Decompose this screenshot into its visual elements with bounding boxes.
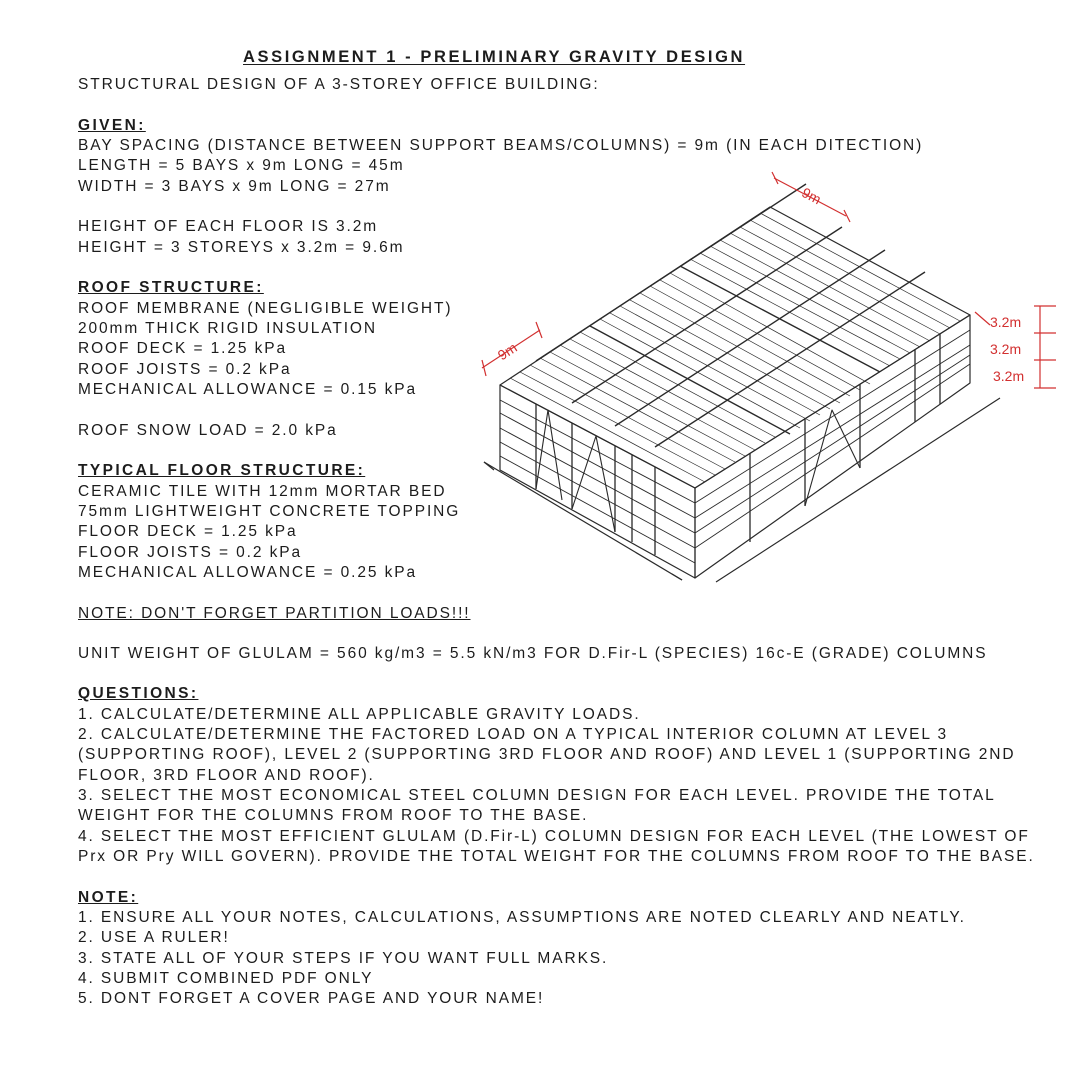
- floor-line: FLOOR JOISTS = 0.2 kPa: [78, 544, 302, 561]
- question-item: 1. CALCULATE/DETERMINE ALL APPLICABLE GRAVITY LOADS.: [78, 706, 641, 723]
- side-face-bracing: [805, 410, 860, 506]
- floor-line: CERAMIC TILE WITH 12mm MORTAR BED: [78, 483, 447, 500]
- roof-line: MECHANICAL ALLOWANCE = 0.15 kPa: [78, 381, 418, 398]
- question-item: 4. SELECT THE MOST EFFICIENT GLULAM (D.Fir-L) COLUMN DESIGN FOR EACH LEVEL (THE LOWEST OF Prx OR Pry WILL GOVERN). PROVIDE THE TOTAL WEIGHT FOR THE COLUMNS FROM ROOF TO THE BASE.: [78, 828, 1035, 866]
- floor-line: 75mm LIGHTWEIGHT CONCRETE TOPPING: [78, 503, 461, 520]
- front-face-bracing: [536, 410, 615, 532]
- glulam-unit-weight: UNIT WEIGHT OF GLULAM = 560 kg/m3 = 5.5 kN/m3 FOR D.Fir-L (SPECIES) 16c-E (GRADE) COLUMNS: [78, 645, 988, 662]
- note-item: 3. STATE ALL OF YOUR STEPS IF YOU WANT FULL MARKS.: [78, 950, 609, 967]
- storey-height-dimension: 3.2m: [990, 314, 1022, 330]
- given-line: HEIGHT OF EACH FLOOR IS 3.2m: [78, 218, 379, 235]
- bay-dimension-top: 9m: [799, 184, 824, 208]
- storey-height-dimension: 3.2m: [993, 368, 1025, 384]
- partition-note: NOTE: DON'T FORGET PARTITION LOADS!!!: [78, 605, 471, 622]
- subtitle: STRUCTURAL DESIGN OF A 3-STOREY OFFICE BUILDING:: [78, 76, 600, 93]
- question-item: 2. CALCULATE/DETERMINE THE FACTORED LOAD ON A TYPICAL INTERIOR COLUMN AT LEVEL 3 (SUPPORTING ROOF), LEVEL 2 (SUPPORTING 3RD FLOOR AND ROOF) AND LEVEL 1 (SUPPORTING 2ND FLOOR, 3RD FLOOR AND ROOF).: [78, 726, 1016, 784]
- roof-line: 200mm THICK RIGID INSULATION: [78, 320, 377, 337]
- bay-dimension-left: 9m: [494, 339, 520, 364]
- given-line: LENGTH = 5 BAYS x 9m LONG = 45m: [78, 157, 405, 174]
- roof-line: ROOF MEMBRANE (NEGLIGIBLE WEIGHT): [78, 300, 453, 317]
- page-title: ASSIGNMENT 1 - PRELIMINARY GRAVITY DESIGN: [243, 48, 746, 66]
- storey-height-dimension: 3.2m: [990, 341, 1022, 357]
- floor-line: MECHANICAL ALLOWANCE = 0.25 kPa: [78, 564, 418, 581]
- note-item: 4. SUBMIT COMBINED PDF ONLY: [78, 970, 374, 987]
- given-line: HEIGHT = 3 STOREYS x 3.2m = 9.6m: [78, 239, 405, 256]
- question-item: 3. SELECT THE MOST ECONOMICAL STEEL COLUMN DESIGN FOR EACH LEVEL. PROVIDE THE TOTAL WEIGHT FOR THE COLUMNS FROM ROOF TO THE BASE.: [78, 787, 996, 825]
- side-face-floors: [695, 330, 970, 548]
- roof-snow-load: ROOF SNOW LOAD = 2.0 kPa: [78, 422, 338, 439]
- given-heading: GIVEN:: [78, 117, 146, 134]
- roof-line: ROOF JOISTS = 0.2 kPa: [78, 361, 292, 378]
- building-isometric-figure: [455, 160, 1070, 600]
- given-line: BAY SPACING (DISTANCE BETWEEN SUPPORT BEAMS/COLUMNS) = 9m (IN EACH DITECTION): [78, 137, 924, 154]
- roof-heading: ROOF STRUCTURE:: [78, 279, 264, 296]
- notes-heading: NOTE:: [78, 889, 139, 906]
- note-item: 2. USE A RULER!: [78, 929, 230, 946]
- note-item: 1. ENSURE ALL YOUR NOTES, CALCULATIONS, ASSUMPTIONS ARE NOTED CLEARLY AND NEATLY.: [78, 909, 966, 926]
- floor-heading: TYPICAL FLOOR STRUCTURE:: [78, 462, 366, 479]
- side-face: [695, 315, 970, 578]
- roof-line: ROOF DECK = 1.25 kPa: [78, 340, 287, 357]
- floor-line: FLOOR DECK = 1.25 kPa: [78, 523, 298, 540]
- roof-bay-grid: [536, 184, 925, 447]
- given-line: WIDTH = 3 BAYS x 9m LONG = 27m: [78, 178, 391, 195]
- note-item: 5. DONT FORGET A COVER PAGE AND YOUR NAME!: [78, 990, 545, 1007]
- questions-heading: QUESTIONS:: [78, 685, 199, 702]
- building-drawing: [455, 160, 1070, 600]
